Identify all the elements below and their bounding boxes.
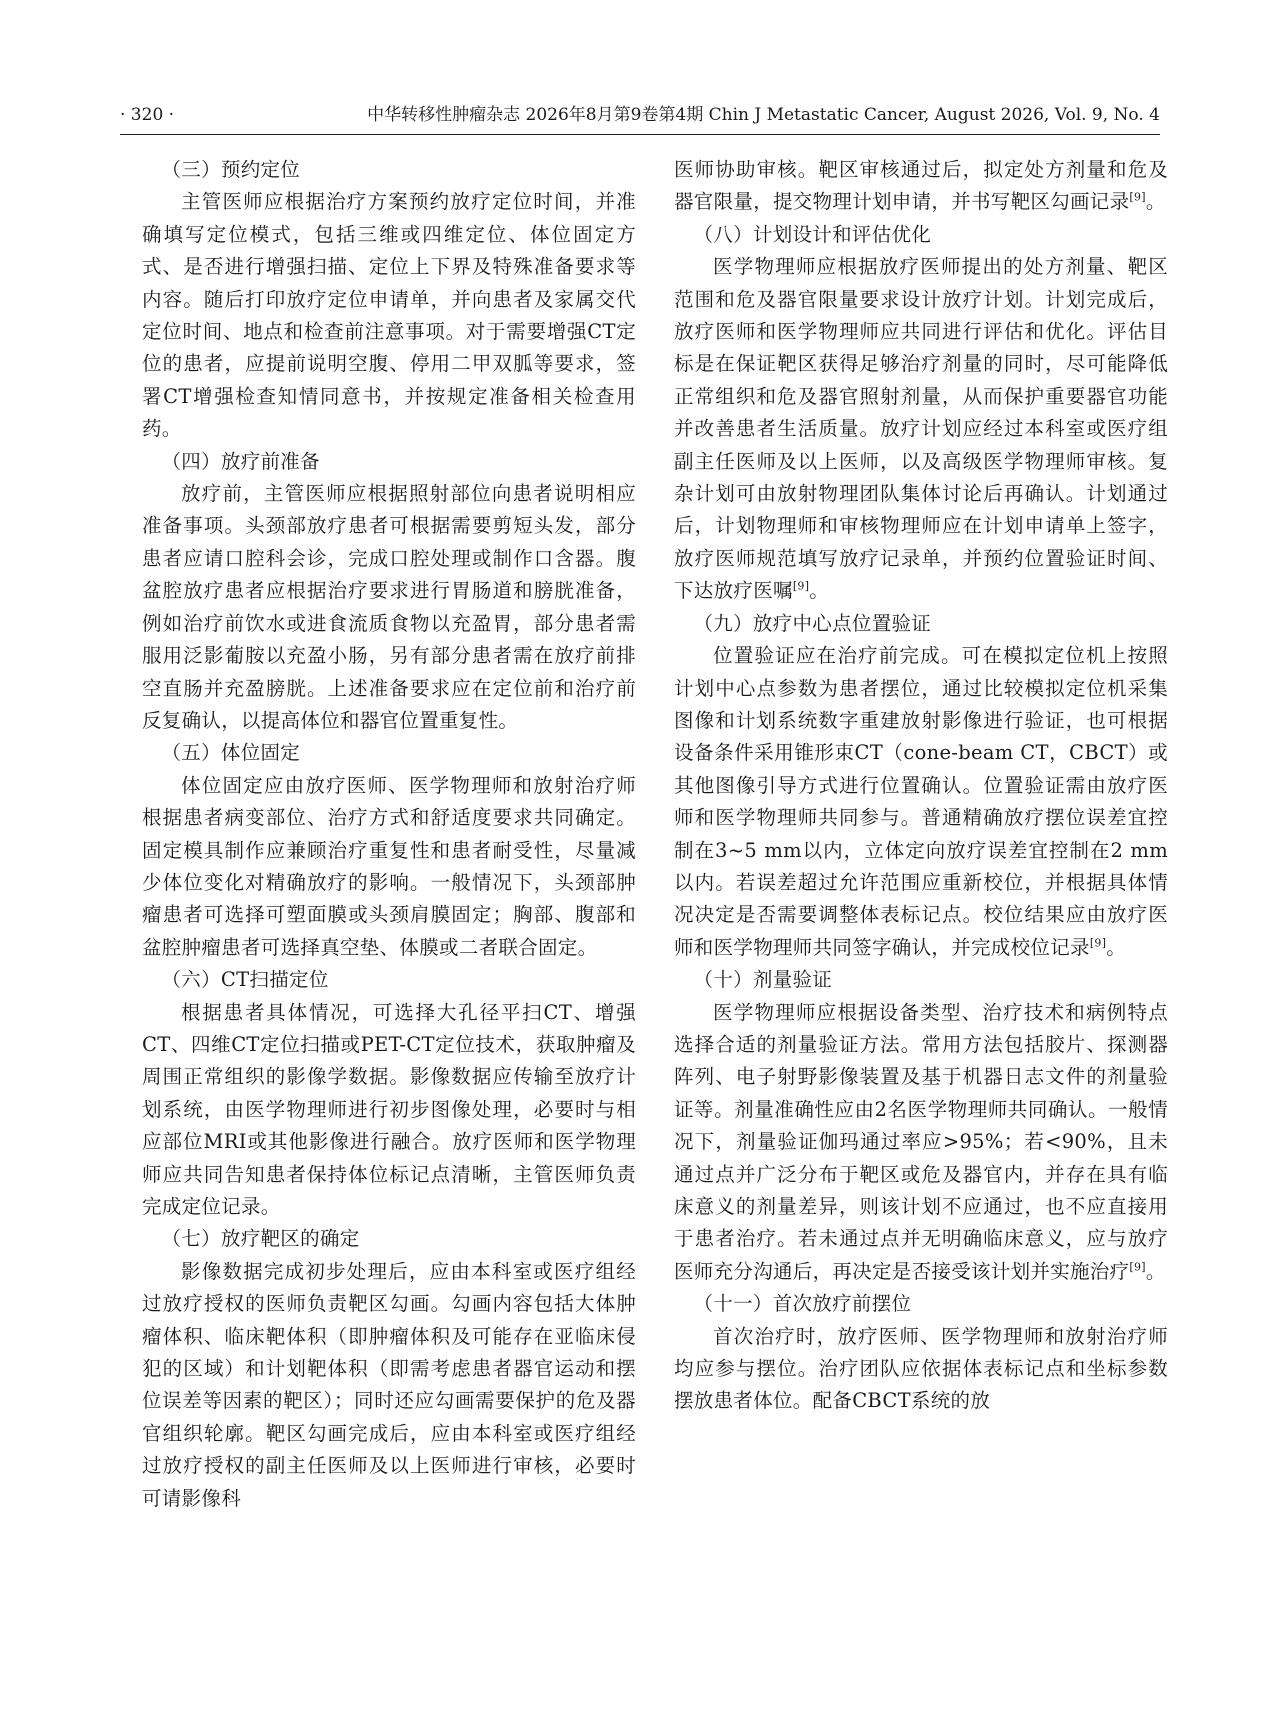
paragraph	[674, 640, 1168, 964]
left-column	[142, 154, 636, 1515]
section-heading: （三）预约定位	[161, 158, 301, 181]
end-punct: 。	[1145, 190, 1166, 214]
section-heading: （六）CT扫描定位	[161, 968, 329, 992]
citation-ref: [9]	[1129, 1260, 1146, 1274]
page-number: · 320 ·	[120, 105, 175, 125]
paragraph	[674, 251, 1168, 607]
section-heading: （十一）首次放疗前摆位	[693, 1292, 912, 1316]
paragraph-text: 医师协助审核。靶区审核通过后，拟定处方剂量和危及器官限量，提交物理计划申请，并书写靶区勾画记录	[674, 158, 1168, 214]
paragraph: 根据患者具体情况，可选择大孔径平扫CT、增强CT、四维CT定位扫描或PET-CT定位技术，获取肿瘤及周围正常组织的影像学数据。影像数据应传输至放疗计划系统，由医学物理师进行初步图像处理，必要时与相应部位MRI或其他影像进行融合。放疗医师和医学物理师应共同告知患者保持体位标记点清晰，主管医师负责完成定位记录。	[142, 1000, 636, 1218]
paragraph-text: 医学物理师应根据放疗医师提出的处方剂量、靶区范围和危及器官限量要求设计放疗计划。计划完成后，放疗医师和医学物理师应共同进行评估和优化。评估目标是在保证靶区获得足够治疗剂量的同时，尽可能降低正常组织和危及器官照射剂量，从而保护重要器官功能并改善患者生活质量。放疗计划应经过本科室或医疗组副主任医师及以上医师，以及高级医学物理师审核。复杂计划可由放射物理团队集体讨论后再确认。计划通过后，计划物理师和审核物理师应在计划申请单上签字，放疗医师规范填写放疗记录单，并预约位置验证时间、下达放疗医嘱	[674, 255, 1168, 603]
section-heading: （五）体位固定	[161, 741, 301, 765]
section-heading: （十）剂量验证	[693, 968, 833, 992]
section-heading: （七）放疗靶区的确定	[161, 1227, 360, 1251]
paragraph-continued	[674, 154, 1168, 219]
end-punct: 。	[809, 579, 830, 603]
citation-ref: [9]	[1129, 190, 1146, 204]
paragraph: 首次治疗时，放疗医师、医学物理师和放射治疗师均应参与摆位。治疗团队应依据体表标记点和坐标参数摆放患者体位。配备CBCT系统的放	[674, 1324, 1168, 1413]
right-column	[674, 154, 1168, 1418]
citation-ref: [9]	[1089, 936, 1107, 950]
paragraph: 放疗前，主管医师应根据照射部位向患者说明相应准备事项。头颈部放疗患者可根据需要剪短头发，部分患者应请口腔科会诊，完成口腔处理或制作口含器。腹盆腔放疗患者应根据治疗要求进行胃肠道和膀胱准备，例如治疗前饮水或进食流质食物以充盈胃，部分患者需服用泛影葡胺以充盈小肠，另有部分患者需在放疗前排空直肠并充盈膀胱。上述准备要求应在定位前和治疗前反复确认，以提高体位和器官位置重复性。	[142, 482, 636, 732]
journal-info: 中华转移性肿瘤杂志 2026年8月第9卷第4期 Chin J Metastatic Cancer, August 2026, Vol. 9, No. 4	[367, 105, 1160, 125]
paragraph: 主管医师应根据治疗方案预约放疗定位时间，并准确填写定位模式，包括三维或四维定位、体位固定方式、是否进行增强扫描、定位上下界及特殊准备要求等内容。随后打印放疗定位申请单，并向患者及家属交代定位时间、地点和检查前注意事项。对于需要增强CT定位的患者，应提前说明空腹、停用二甲双胍等要求，签署CT增强检查知情同意书，并按规定准备相关检查用药。	[142, 190, 636, 441]
citation-ref: [9]	[792, 579, 810, 593]
section-heading: （九）放疗中心点位置验证	[693, 611, 932, 635]
section-heading: （八）计划设计和评估优化	[693, 222, 932, 246]
section-heading: （四）放疗前准备	[161, 449, 320, 473]
end-punct: 。	[1145, 1259, 1166, 1283]
paragraph: 影像数据完成初步处理后，应由本科室或医疗组经过放疗授权的医师负责靶区勾画。勾画内容包括大体肿瘤体积、临床靶体积（即肿瘤体积及可能存在亚临床侵犯的区域）和计划靶体积（即需考虑患者器官运动和摆位误差等因素的靶区）；同时还应勾画需要保护的危及器官组织轮廓。靶区勾画完成后，应由本科室或医疗组经过放疗授权的副主任医师及以上医师进行审核，必要时可请影像科	[142, 1259, 636, 1510]
paragraph-text: 位置验证应在治疗前完成。可在模拟定位机上按照计划中心点参数为患者摆位，通过比较模拟定位机采集图像和计划系统数字重建放射影像进行验证，也可根据设备条件采用锥形束CT（cone-beam CT，CBCT）或其他图像引导方式进行位置确认。位置验证需由放疗医师和医学物理师共同参与。普通精确放疗摆位误差宜控制在3~5 mm以内，立体定向放疗误差宜控制在2 mm以内。若误差超过允许范围应重新校位，并根据具体情况决定是否需要调整体表标记点。校位结果应由放疗医师和医学物理师共同签字确认，并完成校位记录	[674, 644, 1168, 959]
end-punct: 。	[1106, 935, 1127, 959]
paragraph: 体位固定应由放疗医师、医学物理师和放射治疗师根据患者病变部位、治疗方式和舒适度要求共同确定。固定模具制作应兼顾治疗重复性和患者耐受性，尽量减少体位变化对精确放疗的影响。一般情况下，头颈部肿瘤患者可选择可塑面膜或头颈肩膜固定；胸部、腹部和盆腔肿瘤患者可选择真空垫、体膜或二者联合固定。	[142, 773, 636, 959]
header-rule	[120, 134, 1160, 135]
running-header	[120, 100, 1160, 130]
paragraph	[674, 997, 1168, 1289]
paragraph-text: 医学物理师应根据设备类型、治疗技术和病例特点选择合适的剂量验证方法。常用方法包括胶片、探测器阵列、电子射野影像装置及基于机器日志文件的剂量验证等。剂量准确性应由2名医学物理师共同确认。一般情况下，剂量验证伽玛通过率应>95%；若<90%，且未通过点并广泛分布于靶区或危及器官内，并存在具有临床意义的剂量差异，则该计划不应通过，也不应直接用于患者治疗。若未通过点并无明确临床意义，应与放疗医师充分沟通后，再决定是否接受该计划并实施治疗	[674, 1000, 1168, 1283]
